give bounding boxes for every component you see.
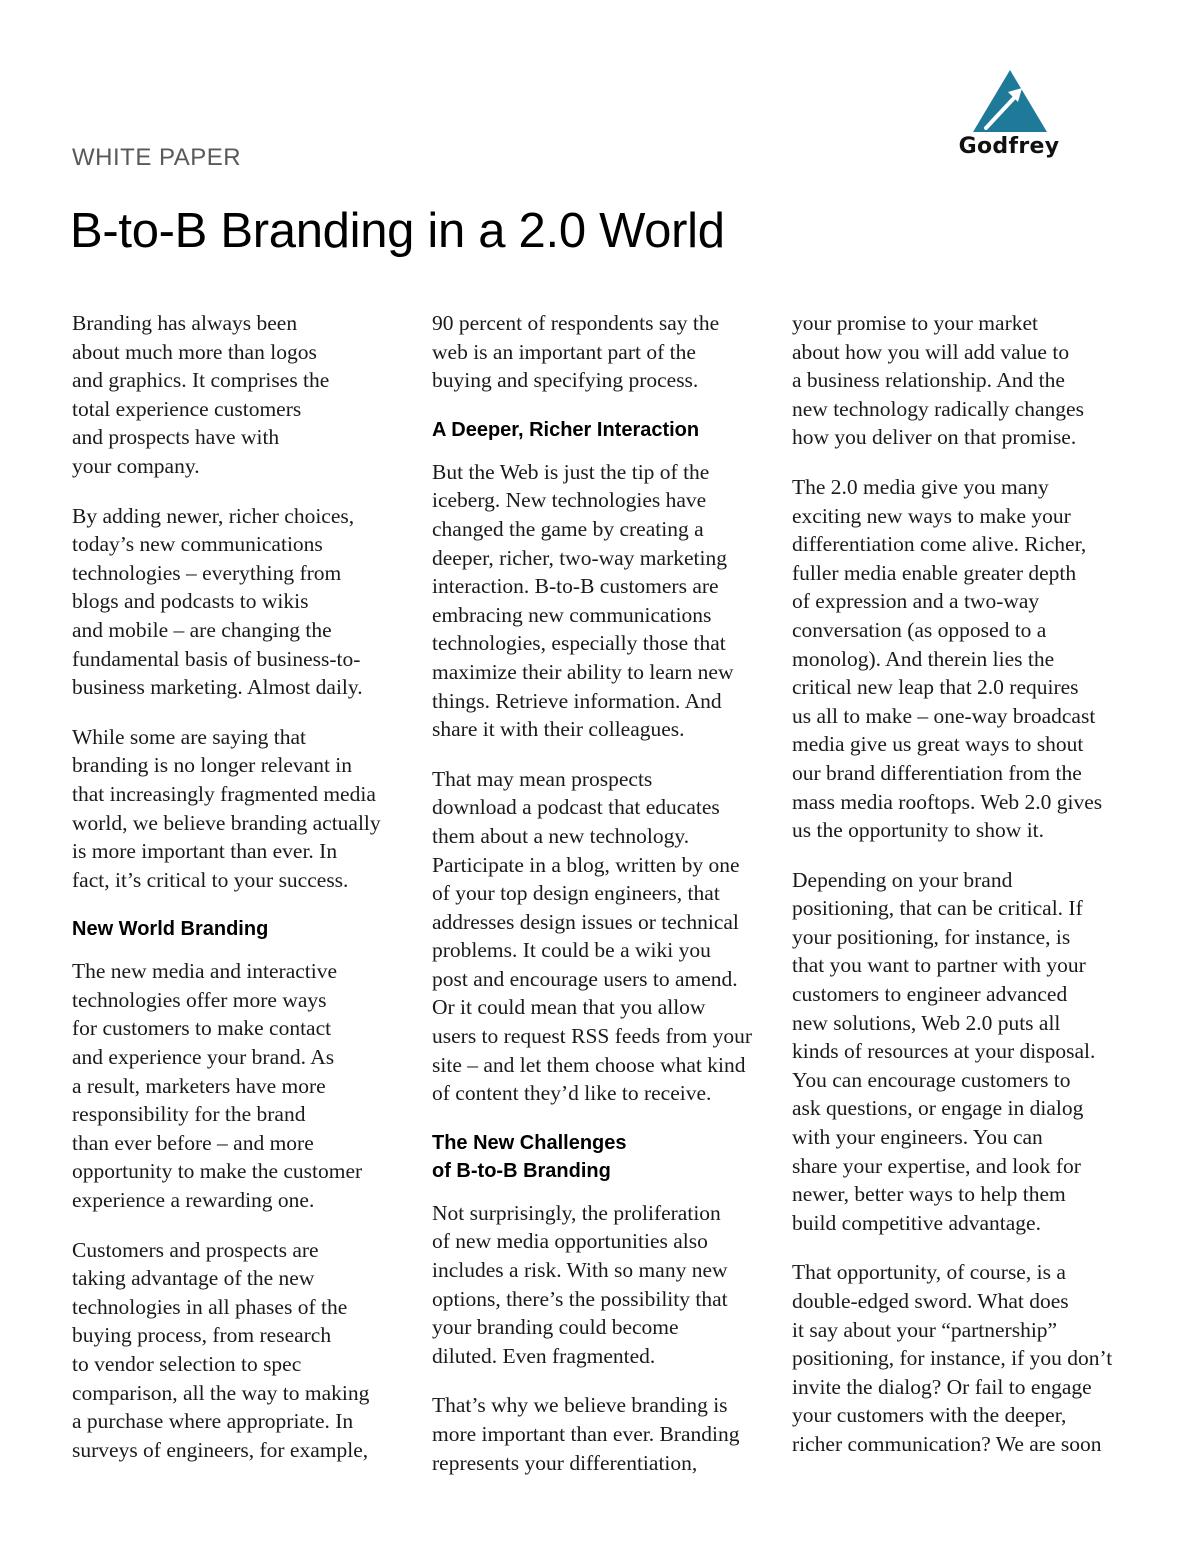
paragraph: The 2.0 media give you many exciting new ways to make your differentiation come alive. Richer, fuller media enable greater depth of expression and a two-way conversation (as opposed to a monolog). And therein lies the critical new leap that 2.0 requires us all to make – one-way broadcast media give us great ways to shout our brand differentiation from the mass media rooftops. Web 2.0 gives us the opportunity to show it. [792,474,1103,843]
text-column-2 [432,309,772,1477]
paragraph: Branding has always been about much more than logos and graphics. It comprises the total experience customers and prospects have with your company. [72,311,330,478]
section-heading: The New Challenges of B-to-B Branding [432,1131,627,1182]
paragraph: 90 percent of respondents say the web is an important part of the buying and specifying process. [432,311,720,393]
paragraph: The new media and interactive technologies offer more ways for customers to make contact and experience your brand. As a result, marketers have more responsibility for the brand than ever before – and more opportunity to make the customer experience a rewarding one. [72,959,363,1213]
paragraph: Customers and prospects are taking advantage of the new technologies in all phases of the buying process, from research to vendor selection to spec comparison, all the way to making a purchase where appropriate. In surveys of engineers, for example, [72,1237,370,1462]
paragraph: Not surprisingly, the proliferation of new media opportunities also includes a risk. With so many new options, there’s the possibility that your branding could become diluted. Even fragmented. [432,1200,728,1368]
godfrey-logo [944,68,1074,164]
section-heading: A Deeper, Richer Interaction [432,418,700,441]
paragraph: But the Web is just the tip of the iceberg. New technologies have changed the game by creating a deeper, richer, two-way marketing interaction. B-to-B customers are embracing new communications technologies, especially those that maximize their ability to learn new things. Retrieve information. And share it with their colleagues. [432,459,734,742]
text-column-1 [72,309,412,1464]
paragraph: While some are saying that branding is no longer relevant in that increasingly fragmented media world, we believe branding actually is more important than ever. In fact, it’s critical to your success. [72,724,381,892]
triangle-arrow-icon [972,68,1048,134]
paragraph: That may mean prospects download a podcast that educates them about a new technology. Participate in a blog, written by one of your top design engineers, that addresses design issues or technical problems. It could be a wiki you post and encourage users to amend. Or it could mean that you allow users to request RSS feeds from your site – and let them choose what kind of content they’d like to receive. [432,766,753,1106]
logo-wordmark: Godfrey [958,134,1060,159]
paragraph: That opportunity, of course, is a double-edged sword. What does it say about your “partnership” positioning, for instance, if you don’t invite the dialog? Or fail to engage your customers with the deeper, richer communication? We are soon [792,1260,1113,1456]
section-heading: New World Branding [72,918,269,941]
paragraph: That’s why we believe branding is more important than ever. Branding represents your differentiation, [432,1393,740,1475]
document-type-label: WHITE PAPER [72,144,242,171]
paragraph: your promise to your market about how you will add value to a business relationship. And the new technology radically changes how you deliver on that promise. [792,311,1084,450]
page-title: B-to-B Branding in a 2.0 World [70,204,725,258]
text-column-3 [792,309,1137,1459]
paragraph: Depending on your brand positioning, that can be critical. If your positioning, for instance, is that you want to partner with your customers to engineer advanced new solutions, Web 2.0 puts all kinds of resources at your disposal. You can encourage customers to ask questions, or engage in dialog with your engineers. You can share your expertise, and look for newer, better ways to help them build competitive advantage. [792,867,1096,1235]
paragraph: By adding newer, richer choices, today’s new communications technologies – everything from blogs and podcasts to wikis and mobile – are changing the fundamental basis of business-to- business marketing. Almost daily. [72,503,363,700]
